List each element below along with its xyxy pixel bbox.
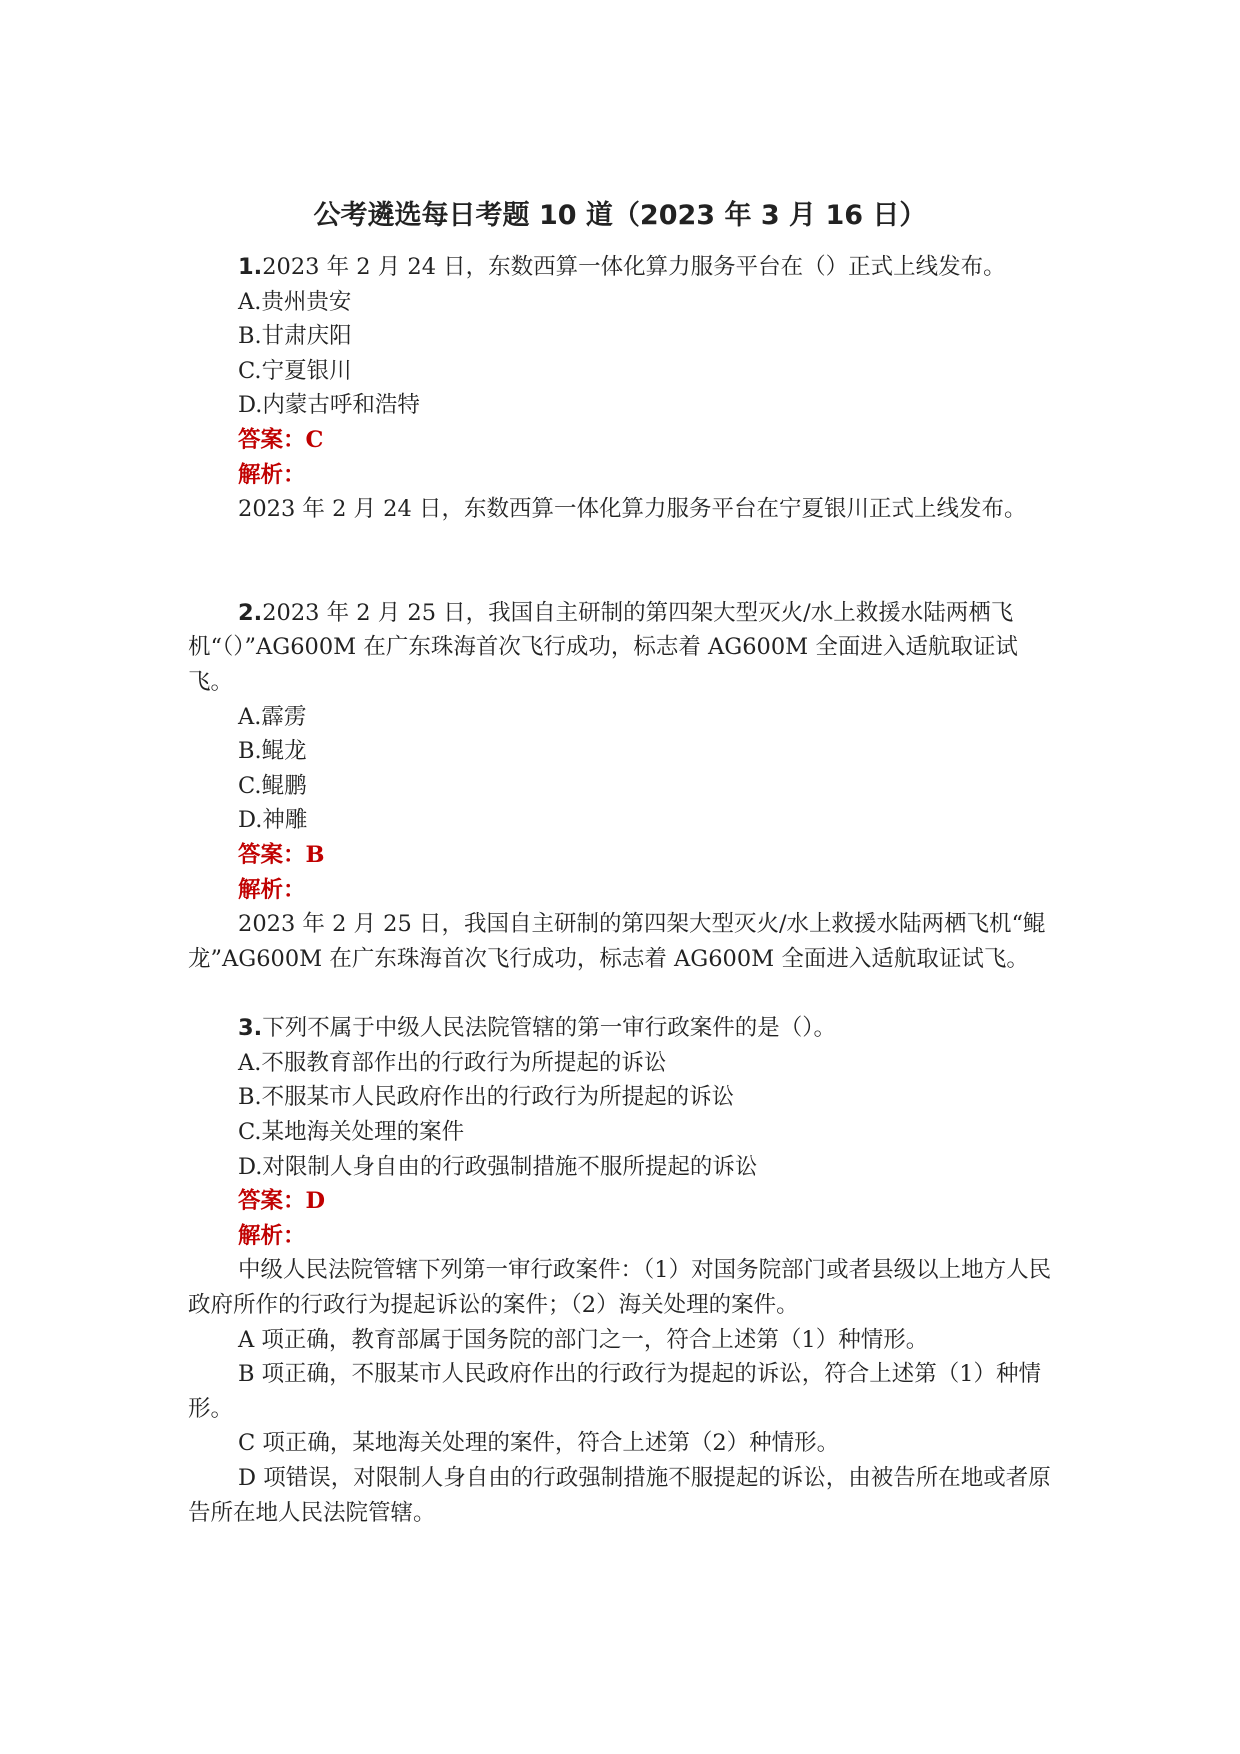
question-number: 2.: [238, 599, 263, 626]
spacer: [188, 976, 1052, 1011]
analysis-paragraph: 2023 年 2 月 24 日，东数西算一体化算力服务平台在宁夏银川正式上线发布。: [238, 496, 1027, 523]
analysis-paragraph: A 项正确，教育部属于国务院的部门之一，符合上述第（1）种情形。: [238, 1326, 929, 1353]
question-2: [188, 596, 1052, 977]
option-a: A.贵州贵安: [238, 288, 352, 315]
option-d: D.对限制人身自由的行政强制措施不服所提起的诉讼: [238, 1153, 758, 1180]
option-d: D.内蒙古呼和浩特: [238, 392, 420, 419]
analysis-paragraph: C 项正确，某地海关处理的案件，符合上述第（2）种情形。: [238, 1430, 840, 1457]
question-text: 2023 年 2 月 25 日，我国自主研制的第四架大型灭火/水上救援水陆两栖飞机“（）”AG600M 在广东珠海首次飞行成功，标志着 AG600M 全面进入适航取证试飞。: [188, 599, 1018, 695]
option-b: B.甘肃庆阳: [238, 323, 352, 350]
analysis-label: 解析：: [238, 1222, 306, 1249]
analysis-label: 解析：: [238, 461, 306, 488]
answer-label: 答案：C: [238, 426, 324, 453]
analysis-paragraph: D 项错误，对限制人身自由的行政强制措施不服提起的诉讼，由被告所在地或者原告所在地人民法院管辖。: [188, 1465, 1051, 1526]
question-3: [188, 1011, 1052, 1530]
question-stem: [188, 250, 1052, 285]
option-b: B.鲲龙: [238, 738, 307, 765]
spacer: [188, 527, 1052, 596]
option-c: C.宁夏银川: [238, 357, 352, 384]
analysis-label: 解析：: [238, 876, 306, 903]
answer-label: 答案：B: [238, 841, 325, 868]
option-c: C.某地海关处理的案件: [238, 1119, 465, 1146]
question-number: 3.: [238, 1015, 263, 1042]
analysis-paragraph: 2023 年 2 月 25 日，我国自主研制的第四架大型灭火/水上救援水陆两栖飞机“鲲龙”AG600M 在广东珠海首次飞行成功，标志着 AG600M 全面进入适航取证试飞。: [188, 911, 1046, 972]
option-a: A.不服教育部作出的行政行为所提起的诉讼: [238, 1049, 667, 1076]
question-1: [188, 250, 1052, 527]
option-b: B.不服某市人民政府作出的行政行为所提起的诉讼: [238, 1084, 735, 1111]
analysis-paragraph: 中级人民法院管辖下列第一审行政案件：（1）对国务院部门或者县级以上地方人民政府所作的行政行为提起诉讼的案件；（2）海关处理的案件。: [188, 1257, 1052, 1319]
answer-label: 答案：D: [238, 1188, 326, 1215]
question-text: 下列不属于中级人民法院管辖的第一审行政案件的是（）。: [262, 1015, 836, 1042]
option-d: D.神雕: [238, 807, 308, 834]
document-page: [188, 196, 1052, 1530]
option-a: A.霹雳: [238, 703, 307, 730]
question-number: 1.: [238, 254, 263, 280]
question-stem: [188, 1011, 1052, 1046]
analysis-paragraph: B 项正确，不服某市人民政府作出的行政行为提起的诉讼，符合上述第（1）种情形。: [188, 1361, 1042, 1422]
question-stem: [188, 596, 1052, 700]
option-c: C.鲲鹏: [238, 772, 307, 799]
document-title: 公考遴选每日考题 10 道（2023 年 3 月 16 日）: [313, 200, 927, 231]
question-text: 2023 年 2 月 24 日，东数西算一体化算力服务平台在（）正式上线发布。: [262, 254, 1006, 280]
